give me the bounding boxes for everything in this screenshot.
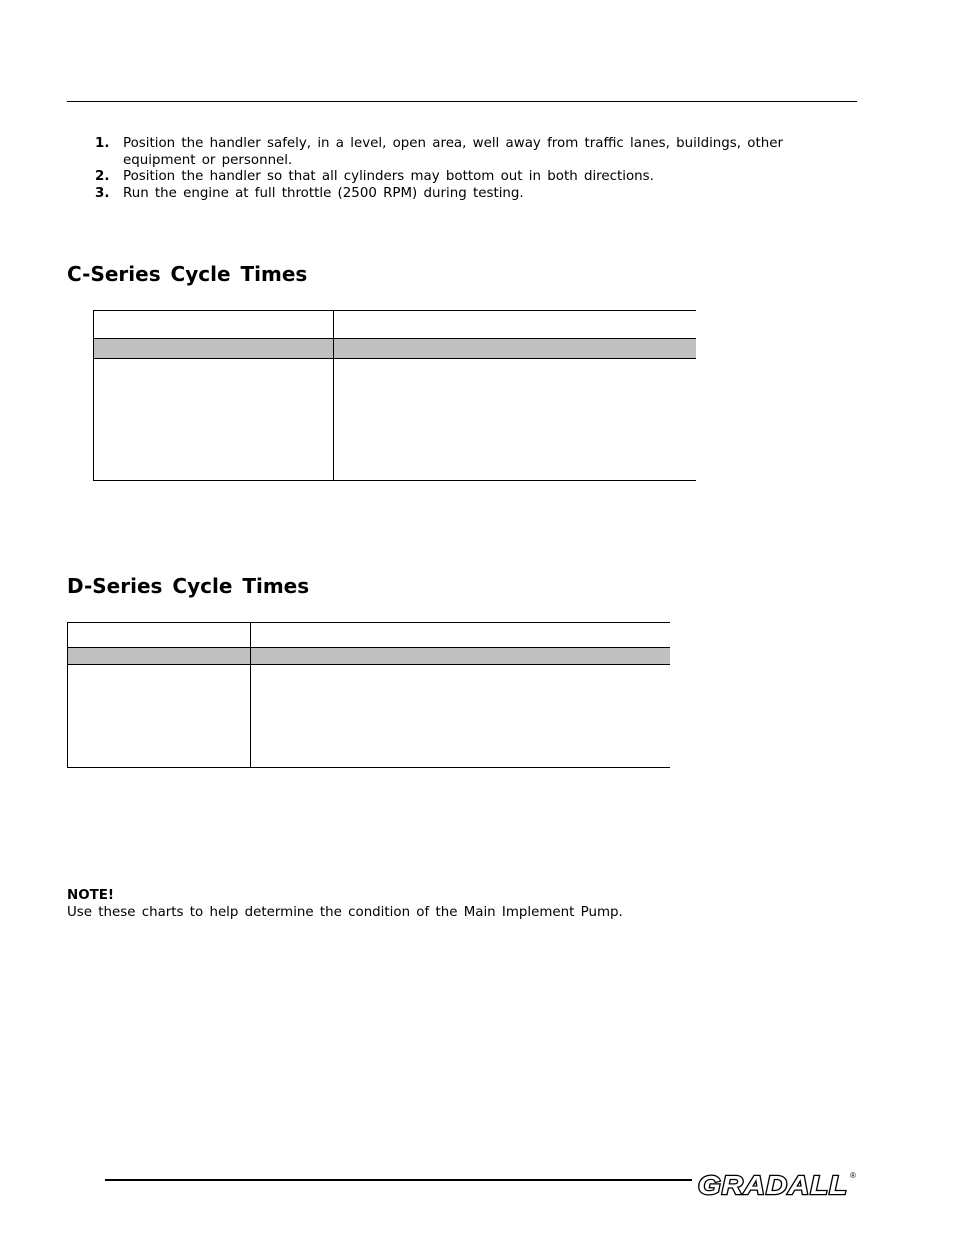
note-label: NOTE! [67, 888, 114, 903]
table-left-border [93, 310, 94, 481]
table-top-border [93, 310, 696, 311]
step-item [95, 186, 820, 203]
table-column-divider [250, 622, 251, 768]
table-header-band [67, 647, 670, 665]
header-rule [67, 101, 857, 102]
step-number: 3. [95, 185, 110, 201]
step-number: 1. [95, 136, 110, 151]
gradall-logo [696, 1166, 858, 1198]
footer-rule [105, 1179, 692, 1181]
step-item [95, 136, 820, 169]
table-bottom-border [93, 480, 696, 481]
table-bottom-border [67, 767, 670, 768]
procedure-steps [95, 136, 820, 202]
note-text: Use these charts to help determine the condition of the Main Implement Pump. [67, 904, 623, 920]
step-number: 2. [95, 169, 110, 184]
d-series-table [67, 622, 670, 768]
step-text: Run the engine at full throttle (2500 RPM) during testing. [123, 185, 524, 201]
logo-registered-mark: ® [850, 1171, 856, 1180]
step-item [95, 169, 820, 186]
c-series-table [93, 310, 696, 481]
step-text: Position the handler safely, in a level, open area, well away from traffic lanes, buildings, other [123, 136, 783, 151]
logo-wordmark: GRADALL [698, 1170, 848, 1198]
table-left-border [67, 622, 68, 768]
c-series-heading: C-Series Cycle Times [67, 262, 308, 286]
table-top-border [67, 622, 670, 623]
d-series-heading: D-Series Cycle Times [67, 574, 310, 598]
step-text: Position the handler so that all cylinders may bottom out in both directions. [123, 169, 654, 184]
step-text-continued: equipment or personnel. [123, 152, 293, 168]
table-header-band [93, 338, 696, 359]
table-column-divider [333, 310, 334, 481]
note-block [67, 888, 623, 921]
